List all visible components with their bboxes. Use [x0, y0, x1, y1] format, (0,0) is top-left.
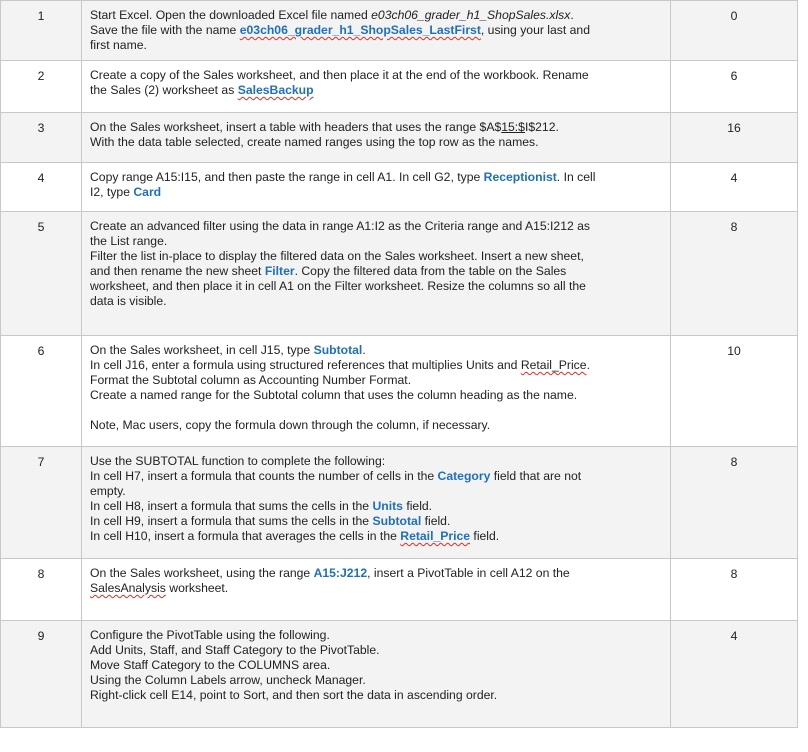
step-row-8 [1, 559, 798, 621]
step-row-4 [1, 163, 798, 212]
step-number: 9 [1, 621, 82, 728]
step-row-9 [1, 621, 798, 728]
keyword: Receptionist [483, 170, 557, 184]
step-description: On the Sales worksheet, using the range A15:J212, insert a PivotTable in cell A12 on the SalesAnalysis worksheet. [82, 559, 671, 621]
step-row-3 [1, 113, 798, 163]
step-points: 4 [671, 621, 798, 728]
step-number: 2 [1, 61, 82, 113]
step-number: 4 [1, 163, 82, 212]
step-description: Create a copy of the Sales worksheet, and then place it at the end of the workbook. Rename the Sales (2) worksheet as SalesBackup [82, 61, 671, 113]
step-number: 5 [1, 212, 82, 336]
step-description: On the Sales worksheet, in cell J15, type Subtotal. In cell J16, enter a formula using structured references that multiplies Units and Retail_Price. Format the Subtotal column as Accounting Number Format. Create a named range for the Subtotal column that uses the column heading as the name. Note, Mac users, copy the formula down through the column, if necessary. [82, 336, 671, 447]
step-row-5 [1, 212, 798, 336]
keyword: Filter [264, 264, 295, 278]
keyword: A15:J212 [313, 566, 368, 580]
step-points: 16 [671, 113, 798, 163]
step-description: Configure the PivotTable using the following. Add Units, Staff, and Staff Category to the PivotTable. Move Staff Category to the COLUMNS area. Using the Column Labels arrow, uncheck Manager. Right-click cell E14, point to Sort, and then sort the data in ascending order. [82, 621, 671, 728]
step-row-1 [1, 1, 798, 61]
keyword: Retail_Price [400, 529, 471, 543]
step-points: 6 [671, 61, 798, 113]
step-points: 8 [671, 559, 798, 621]
step-points: 4 [671, 163, 798, 212]
step-row-6 [1, 336, 798, 447]
step-number: 1 [1, 1, 82, 61]
step-points: 10 [671, 336, 798, 447]
save-file-name: e03ch06_grader_h1_ShopSales_LastFirst [239, 23, 481, 37]
step-description: On the Sales worksheet, insert a table with headers that uses the range $A$15:$I$212. With the data table selected, create named ranges using the top row as the names. [82, 113, 671, 163]
step-description: Use the SUBTOTAL function to complete the following: In cell H7, insert a formula that counts the number of cells in the Category field that are not empty. In cell H8, insert a formula that sums the cells in the Units field. In cell H9, insert a formula that sums the cells in the Subtotal field. In cell H10, insert a formula that averages the cells in the Retail_Price field. [82, 447, 671, 559]
step-row-7 [1, 447, 798, 559]
step-number: 8 [1, 559, 82, 621]
keyword: Subtotal [372, 514, 422, 528]
step-description: Copy range A15:I15, and then paste the range in cell A1. In cell G2, type Receptionist. In cell I2, type Card [82, 163, 671, 212]
step-number: 6 [1, 336, 82, 447]
step-description: Create an advanced filter using the data in range A1:I2 as the Criteria range and A15:I212 as the List range. Filter the list in-place to display the filtered data on the Sales worksheet. Insert a new sheet, and then rename the new sheet Filter. Copy the filtered data from the table on the Sales worksheet, and then place it in cell A1 on the Filter worksheet. Resize the columns so all the data is visible. [82, 212, 671, 336]
keyword: Units [372, 499, 403, 513]
step-row-2 [1, 61, 798, 113]
sheet-name: SalesBackup [237, 83, 314, 97]
step-number: 3 [1, 113, 82, 163]
keyword: Subtotal [313, 343, 363, 357]
keyword: Card [133, 185, 162, 199]
step-points: 8 [671, 447, 798, 559]
file-name: e03ch06_grader_h1_ShopSales.xlsx [371, 8, 571, 22]
step-description: Start Excel. Open the downloaded Excel file named e03ch06_grader_h1_ShopSales.xlsx. Save the file with the name e03ch06_grader_h1_ShopSales_LastFirst, using your last and first name. [82, 1, 671, 61]
step-points: 0 [671, 1, 798, 61]
keyword: Category [437, 469, 491, 483]
step-points: 8 [671, 212, 798, 336]
step-number: 7 [1, 447, 82, 559]
